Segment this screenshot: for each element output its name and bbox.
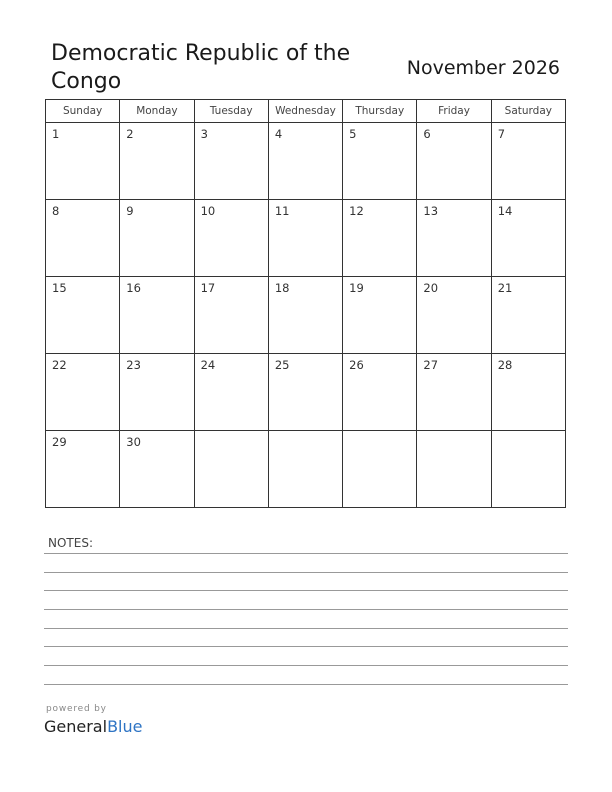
day-cell <box>120 200 194 277</box>
day-number: 30 <box>126 435 141 449</box>
day-number: 7 <box>497 127 506 141</box>
day-cell <box>46 431 120 508</box>
day-number: 15 <box>52 281 67 295</box>
day-cell <box>268 354 342 431</box>
day-number: 24 <box>200 358 216 372</box>
powered-by-label: powered by <box>46 704 107 714</box>
day-cell <box>120 277 194 354</box>
weekday-header: Monday <box>120 100 194 123</box>
day-number: 1 <box>52 127 60 141</box>
day-number: 4 <box>274 127 283 141</box>
day-number: 5 <box>349 127 357 141</box>
day-cell <box>343 354 417 431</box>
notes-line <box>44 590 568 591</box>
day-cell <box>120 354 194 431</box>
day-number <box>492 431 565 435</box>
day-cell <box>491 200 565 277</box>
notes-line <box>44 572 568 573</box>
day-number: 17 <box>200 281 216 295</box>
day-number: 18 <box>274 281 290 295</box>
day-cell <box>268 200 342 277</box>
day-cell <box>120 123 194 200</box>
day-number: 25 <box>274 358 290 372</box>
week-row <box>46 277 566 354</box>
week-row <box>46 431 566 508</box>
day-cell <box>491 277 565 354</box>
weekday-header: Wednesday <box>268 100 342 123</box>
day-cell <box>417 431 491 508</box>
weekday-header: Friday <box>417 100 491 123</box>
day-number: 29 <box>52 435 67 449</box>
day-cell <box>268 277 342 354</box>
day-cell <box>343 123 417 200</box>
month-year: November 2026 <box>406 57 560 79</box>
day-number <box>417 431 490 435</box>
notes-line <box>44 609 568 610</box>
day-cell <box>417 354 491 431</box>
day-number: 8 <box>52 204 60 218</box>
weekday-header: Tuesday <box>194 100 268 123</box>
notes-line <box>44 646 568 647</box>
day-cell <box>194 277 268 354</box>
weekday-header: Thursday <box>343 100 417 123</box>
day-number: 16 <box>126 281 141 295</box>
day-cell <box>343 200 417 277</box>
day-cell <box>343 431 417 508</box>
day-cell <box>417 123 491 200</box>
day-cell <box>491 354 565 431</box>
day-number: 23 <box>126 358 141 372</box>
weekday-header-row <box>46 100 566 123</box>
day-cell <box>491 123 565 200</box>
week-row <box>46 123 566 200</box>
day-number: 9 <box>126 204 134 218</box>
day-cell <box>417 277 491 354</box>
day-cell <box>46 277 120 354</box>
day-number: 22 <box>52 358 67 372</box>
calendar-grid <box>45 99 566 508</box>
day-number: 19 <box>349 281 364 295</box>
day-cell <box>194 354 268 431</box>
day-number: 26 <box>349 358 364 372</box>
notes-line <box>44 665 568 666</box>
day-cell <box>268 123 342 200</box>
weekday-header: Sunday <box>46 100 120 123</box>
day-number: 2 <box>126 127 134 141</box>
day-cell <box>194 123 268 200</box>
week-row <box>46 354 566 431</box>
notes-line <box>44 684 568 685</box>
day-cell <box>120 431 194 508</box>
brand-logo <box>44 716 142 738</box>
day-number: 20 <box>423 281 439 295</box>
day-number: 10 <box>200 204 216 218</box>
day-cell <box>491 431 565 508</box>
day-number: 28 <box>497 358 513 372</box>
day-cell <box>194 200 268 277</box>
day-number: 27 <box>423 358 439 372</box>
day-number: 21 <box>497 281 513 295</box>
notes-label: NOTES: <box>48 536 93 550</box>
day-number <box>343 431 416 435</box>
page-title: Democratic Republic of the Congo <box>51 41 351 94</box>
day-cell <box>46 123 120 200</box>
brand-general: General <box>44 717 108 736</box>
day-cell <box>46 354 120 431</box>
day-number <box>195 431 268 435</box>
day-cell <box>343 277 417 354</box>
day-number: 13 <box>423 204 439 218</box>
day-number <box>269 431 342 435</box>
weekday-header: Saturday <box>491 100 565 123</box>
day-cell <box>268 431 342 508</box>
day-cell <box>194 431 268 508</box>
day-number: 3 <box>200 127 208 141</box>
week-row <box>46 200 566 277</box>
brand-blue: Blue <box>107 717 143 736</box>
day-number: 14 <box>497 204 513 218</box>
day-number: 11 <box>274 204 290 218</box>
notes-line <box>44 553 568 554</box>
day-number: 12 <box>349 204 364 218</box>
notes-line <box>44 628 568 629</box>
day-number: 6 <box>423 127 431 141</box>
day-cell <box>417 200 491 277</box>
day-cell <box>46 200 120 277</box>
